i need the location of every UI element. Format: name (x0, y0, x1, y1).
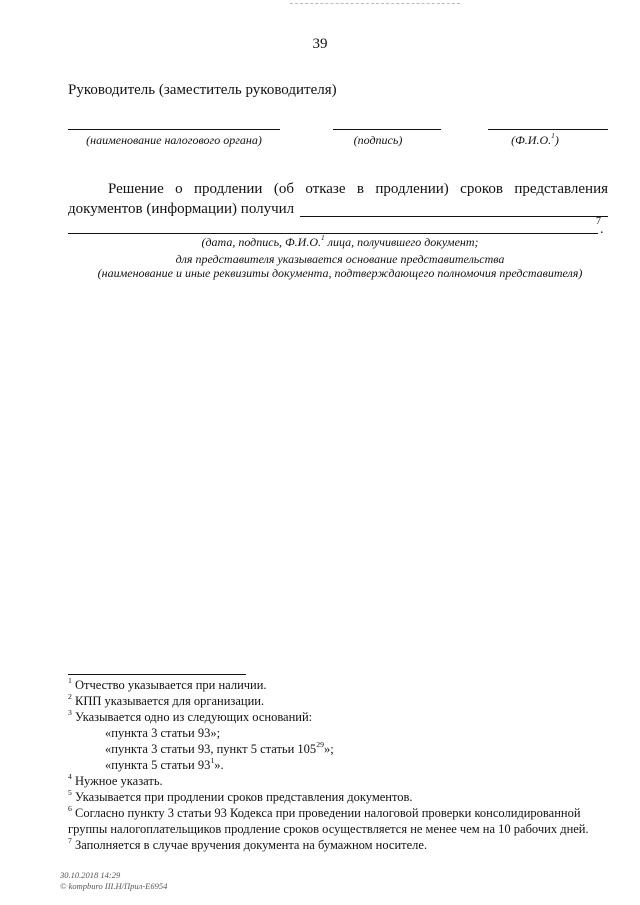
page-number: 39 (312, 36, 328, 52)
receiver-line-period: . (600, 222, 604, 237)
top-dashed-line (290, 3, 460, 4)
footnote-3-option-b: «пункта 3 статьи 93, пункт 5 статьи $105^{29}$»; (105, 739, 334, 756)
recipient-note-line3: (наименование и иные реквизиты документа, подтверждающего полномочия представителя) (97, 266, 583, 280)
footnote-3-option-c: «пункта 5 статьи $93^1$». (105, 755, 224, 772)
name-line (488, 129, 608, 130)
footnote-2: $^2$ КПП указывается для организации. (68, 691, 265, 708)
authority-caption: (наименование налогового органа) (86, 133, 262, 147)
decision-text-line1: Решение о продлении (об отказе в продлении) сроков представления (108, 181, 608, 197)
footnote-3-option-a: «пункта 3 статьи 93»; (105, 726, 221, 740)
footnote-4: $^4$ Нужное указать. (68, 771, 163, 788)
footnote-3: $^3$ Указывается одно из следующих оснований: (68, 707, 313, 724)
authority-line (68, 129, 280, 130)
head-title: Руководитель (заместитель руководителя) (68, 82, 337, 98)
footer-stamp-file: © kompburo III.H/Прил-E6954 (60, 881, 168, 891)
footnote-1: $^1$ Отчество указывается при наличии. (68, 675, 267, 692)
footnote-6: $^6$ Согласно пункту 3 статьи 93 Кодекса при проведении налоговой проверки консолидированной (68, 803, 581, 820)
receiver-footnote-ref: 7 (596, 216, 601, 227)
footnote-6-continued: группы налогоплательщиков продление сроков осуществляется не менее чем на 10 рабочих дней. (68, 822, 589, 836)
receiver-line-2 (68, 233, 598, 234)
footnote-7: $^7$ Заполняется в случае вручения документа на бумажном носителе. (68, 835, 428, 852)
recipient-note-line1: (дата, подпись, Ф.И.О.$^1$ лица, получившего документ; (201, 232, 479, 249)
footnote-5: $^5$ Указывается при продлении сроков представления документов. (68, 787, 413, 804)
receiver-line-1 (300, 216, 608, 217)
recipient-note-line2: для представителя указывается основание представительства (175, 252, 505, 266)
signature-line (333, 129, 441, 130)
footnote-separator (68, 674, 246, 675)
name-caption: (Ф.И.О.$^1$) (511, 130, 559, 147)
decision-text-line2: документов (информации) получил (68, 201, 295, 217)
footer-stamp-date: 30.10.2018 14:29 (60, 870, 121, 880)
signature-caption: (подпись) (353, 133, 403, 147)
